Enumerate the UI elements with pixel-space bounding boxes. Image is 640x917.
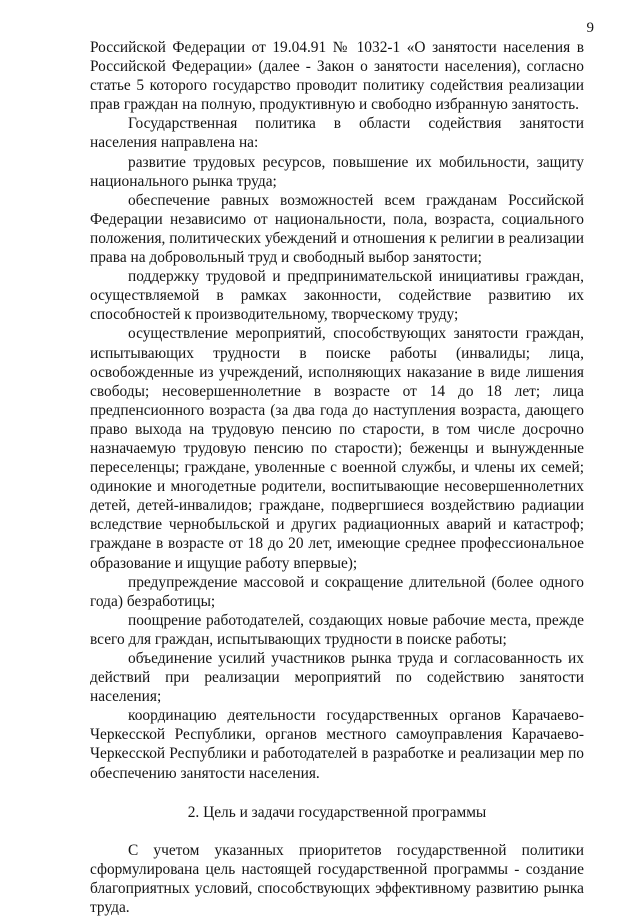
- list-item-equal-opportunities: обеспечение равных возможностей всем гражданам Российской Федерации независимо от национальности, пола, возраста, социального положения, политических убеждений и отношения к религии в реализации права на добровольный труд и свободный выбор занятости;: [90, 191, 584, 267]
- paragraph-program-goal: С учетом указанных приоритетов государственной политики сформулирована цель настоящей государственной программы - создание благоприятных условий, способствующих эффективному развитию рынка труда.: [90, 841, 584, 917]
- list-item-unemployment-prevention: предупреждение массовой и сокращение длительной (более одного года) безработицы;: [90, 573, 584, 610]
- list-item-employment-measures: осуществление мероприятий, способствующих занятости граждан, испытывающих трудности в поиске работы (инвалиды; лица, освобожденные из учреждений, исполняющих наказание в виде лишения свободы; несовершеннолетние в возрасте от 14 до 18 лет; лица предпенсионного возраста (за два года до наступления возраста, дающего право выхода на трудовую пенсию по старости, в том числе досрочно назначаемую трудовую пенсию по старости); беженцы и вынужденные переселенцы; граждане, уволенные с военной службы, и члены их семей; одинокие и многодетные родители, воспитывающие несовершеннолетних детей, детей-инвалидов; граждане, подвергшиеся воздействию радиации вследствие чернобыльской и других радиационных аварий и катастроф; граждане в возрасте от 18 до 20 лет, имеющие среднее профессиональное образование и ищущие работу впервые);: [90, 325, 584, 572]
- page-number: 9: [586, 20, 594, 36]
- list-item-employer-encouragement: поощрение работодателей, создающих новые рабочие места, прежде всего для граждан, испытывающих трудности в поиске работы;: [90, 611, 584, 648]
- paragraph-policy-intro: Государственная политика в области содействия занятости населения направлена на:: [90, 115, 584, 152]
- list-item-joint-efforts: объединение усилий участников рынка труда и согласованность их действий при реализации мероприятий по содействию занятости населения;: [90, 650, 584, 706]
- paragraph-law-reference: Российской Федерации от 19.04.91 № 1032-1 «О занятости населения в Российской Федерации» (далее - Закон о занятости населения), согласно статье 5 которого государство проводит политику содействия реализации прав граждан на полную, продуктивную и свободно избранную занятость.: [90, 39, 584, 114]
- list-item-coordination: координацию деятельности государственных органов Карачаево-Черкесской Республики, органов местного самоуправления Карачаево-Черкесской Республики и работодателей в разработке и реализации мер по обеспечению занятости населения.: [90, 707, 584, 782]
- list-item-labor-resources: развитие трудовых ресурсов, повышение их мобильности, защиту национального рынка труда;: [90, 153, 584, 190]
- list-item-initiative-support: поддержку трудовой и предпринимательской инициативы граждан, осуществляемой в рамках законности, содействие развитию их способностей к производительному, творческому труду;: [90, 268, 584, 324]
- section-heading: 2. Цель и задачи государственной программы: [187, 803, 487, 821]
- document-body: [90, 38, 584, 917]
